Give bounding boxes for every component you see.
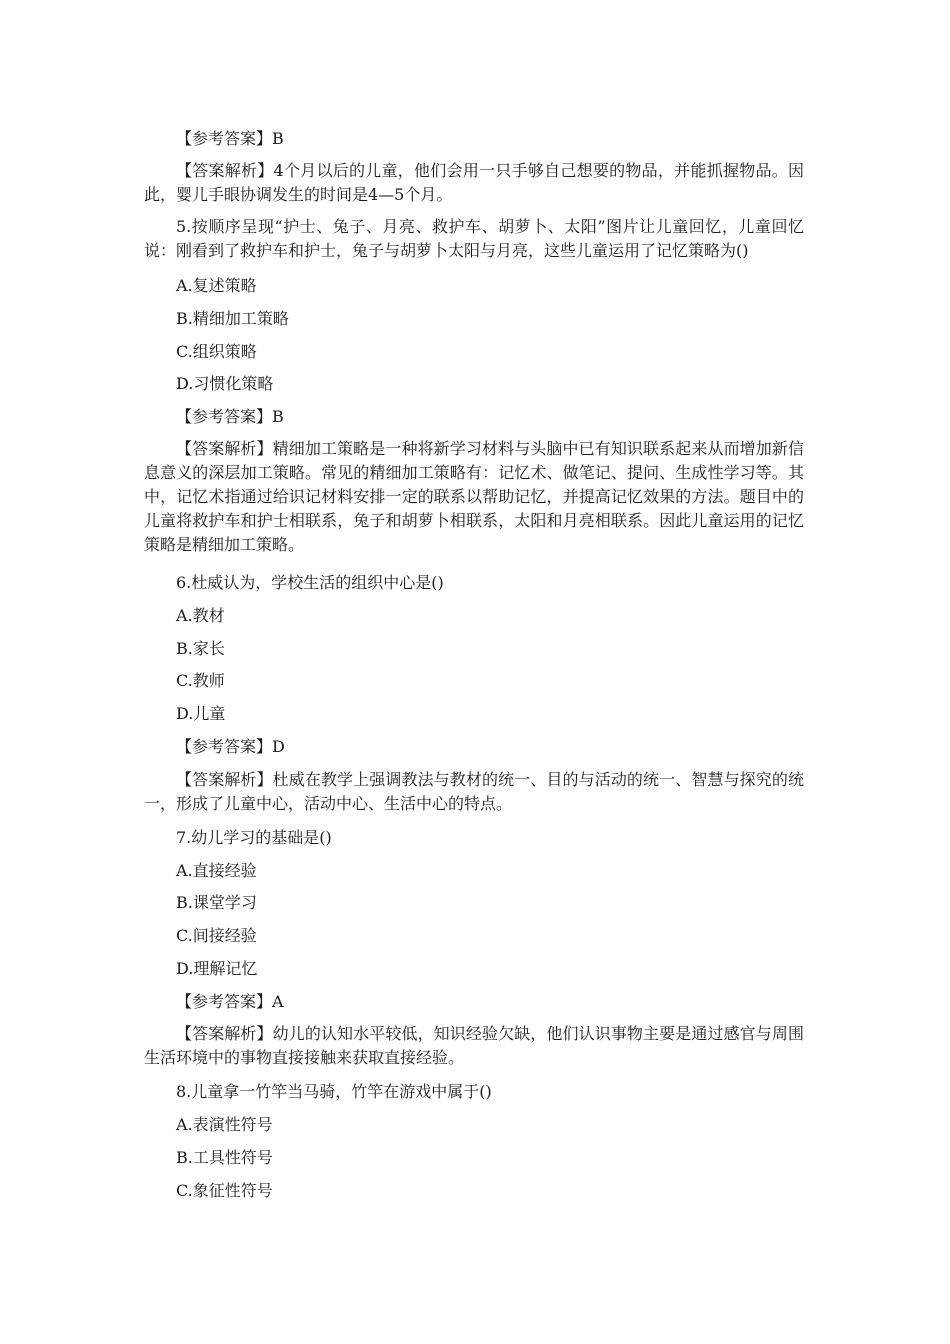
q5-option-a: A.复述策略	[176, 276, 257, 295]
q7-option-b: B.课堂学习	[176, 893, 257, 912]
q8-option-a: A.表演性符号	[176, 1115, 273, 1134]
q7-option-a: A.直接经验	[176, 861, 257, 880]
question-6: 6.杜威认为，学校生活的组织中心是()	[176, 573, 444, 592]
q5-option-b: B.精细加工策略	[176, 309, 289, 328]
q8-option-c: C.象征性符号	[176, 1181, 273, 1200]
q7-option-d: D.理解记忆	[176, 959, 258, 978]
reference-answer: 【参考答案】B	[176, 129, 284, 148]
question-5: 5.按顺序呈现“护士、兔子、月亮、救护车、胡萝卜、太阳”图片让儿童回忆，儿童回忆说：刚看到了救护车和护士，兔子与胡萝卜太阳与月亮，这些儿童运用了记忆策略为()	[144, 217, 804, 260]
q6-option-b: B.家长	[176, 639, 225, 658]
q6-reference-answer: 【参考答案】D	[176, 737, 285, 756]
question-7: 7.幼儿学习的基础是()	[176, 828, 332, 847]
question-8: 8.儿童拿一竹竿当马骑，竹竿在游戏中属于()	[176, 1082, 492, 1101]
q7-answer-analysis: 【答案解析】幼儿的认知水平较低，知识经验欠缺，他们认识事物主要是通过感官与周围生活环境中的事物直接接触来获取直接经验。	[144, 1024, 804, 1067]
q5-option-c: C.组织策略	[176, 342, 257, 361]
q7-option-c: C.间接经验	[176, 926, 257, 945]
q6-answer-analysis: 【答案解析】杜威在教学上强调教法与教材的统一、目的与活动的统一、智慧与探究的统一，形成了儿童中心，活动中心、生活中心的特点。	[144, 770, 804, 813]
q8-option-b: B.工具性符号	[176, 1148, 273, 1167]
q6-option-d: D.儿童	[176, 704, 226, 723]
q6-option-c: C.教师	[176, 671, 225, 690]
q6-option-a: A.教材	[176, 606, 225, 625]
q7-reference-answer: 【参考答案】A	[176, 992, 284, 1011]
q5-answer-analysis: 【答案解析】精细加工策略是一种将新学习材料与头脑中已有知识联系起来从而增加新信息意义的深层加工策略。常见的精细加工策略有：记忆术、做笔记、提问、生成性学习等。其中，记忆术指通过给识记材料安排一定的联系以帮助记忆，并提高记忆效果的方法。题目中的儿童将救护车和护士相联系，兔子和胡萝卜相联系，太阳和月亮相联系。因此儿童运用的记忆策略是精细加工策略。	[144, 439, 804, 554]
answer-analysis: 【答案解析】4个月以后的儿童，他们会用一只手够自己想要的物品，并能抓握物品。因此，婴儿手眼协调发生的时间是4—5个月。	[144, 161, 804, 204]
q5-option-d: D.习惯化策略	[176, 374, 274, 393]
q5-reference-answer: 【参考答案】B	[176, 407, 284, 426]
